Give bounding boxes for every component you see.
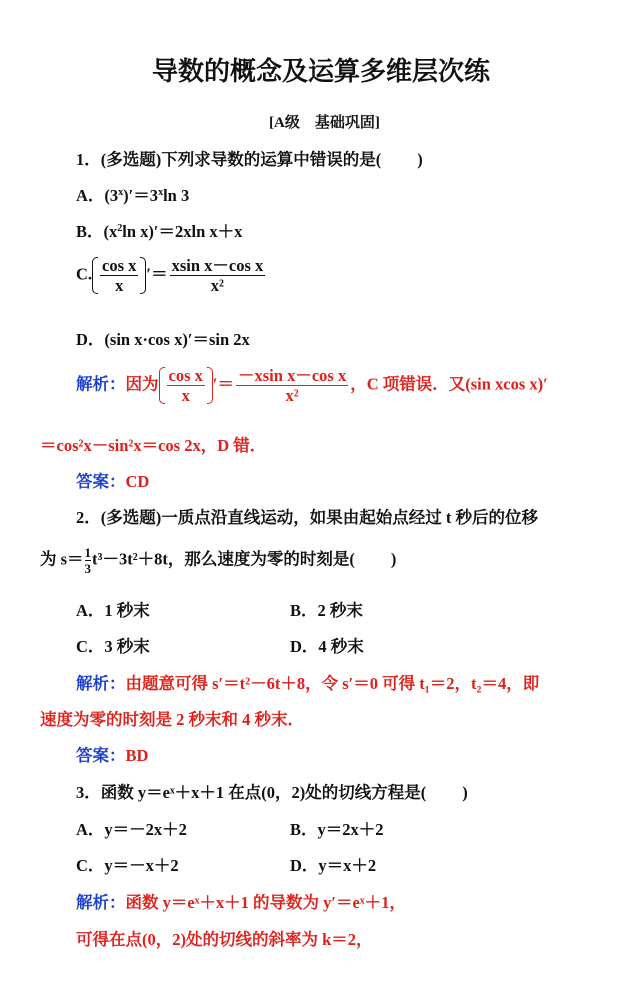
q3-stem-text: 3．函数 y＝eˣ＋x＋1 在点(0，2)处的切线方程是( — [76, 783, 427, 802]
q1-analysis-text2: ，C 项错误．又(sin xcos x)′ — [350, 374, 548, 394]
q2-option-d: D．4 秒末 — [290, 637, 364, 656]
q1-stem-text: 1．(多选题)下列求导数的运算中错误的是( — [76, 150, 382, 169]
q1-option-a-part1: A．(3 — [76, 186, 119, 205]
q2-stem-close: ) — [390, 549, 397, 569]
q1-analysis-numerator: cos x — [168, 366, 203, 385]
q2-stem-part2: t³－3t²＋8t，那么速度为零的时刻是( — [92, 549, 355, 569]
q1-option-a — [76, 186, 189, 206]
q1-stem-close: ) — [417, 150, 423, 169]
q2-answer-label: 答案： — [76, 746, 126, 765]
q2-stem-line2 — [40, 545, 396, 576]
q1-option-a-part2: )′＝3 — [123, 186, 159, 205]
q1-option-c-denominator: x — [115, 276, 124, 295]
q1-answer-label: 答案： — [76, 472, 126, 491]
q1-option-c-rhs-numerator: xsin x－cos x — [171, 256, 264, 275]
q2-option-c: C．3 秒末 — [76, 637, 150, 656]
q1-stem — [76, 150, 423, 170]
q1-analysis-label: 解析： — [76, 374, 126, 394]
q1-option-c — [76, 256, 267, 295]
q2-analysis-line2: 速度为零的时刻是 2 秒末和 4 秒末． — [40, 710, 304, 729]
q1-option-a-part3: ln 3 — [163, 186, 190, 205]
section-heading: [A级 基础巩固] — [269, 115, 380, 131]
q1-option-c-bracket — [92, 256, 146, 295]
q2-stem-line1: 2．(多选题)一质点沿直线运动，如果由起始点经过 t 秒后的位移 — [76, 508, 538, 527]
q1-analysis-denominator: x — [181, 386, 190, 405]
q3-option-a: A．y＝－2x＋2 — [76, 820, 187, 839]
q2-answer — [76, 746, 148, 766]
q3-analysis-label: 解析： — [76, 893, 126, 912]
q3-analysis-text1: 函数 y＝eˣ＋x＋1 的导数为 y′＝eˣ＋1， — [125, 893, 406, 912]
q1-analysis-bracket — [159, 366, 213, 405]
q1-option-a-sup: x — [118, 187, 124, 198]
q2-option-a: A．1 秒末 — [76, 601, 150, 620]
q3-analysis-line1 — [76, 893, 406, 913]
q1-analysis-rhs-numerator: －xsin x－cos x — [238, 366, 347, 385]
q1-option-b-sup: 2 — [117, 223, 123, 234]
q1-option-b-part2: ln x)′＝2xln x＋x — [122, 222, 243, 241]
q3-option-c: C．y＝－x＋2 — [76, 856, 179, 875]
q2-stem-part1: 为 s＝ — [40, 549, 84, 569]
q2-answer-value: BD — [125, 746, 149, 765]
q2-fraction-denominator: 3 — [84, 561, 92, 576]
q1-analysis — [76, 366, 548, 405]
q2-option-b: B．2 秒末 — [290, 601, 363, 620]
q1-analysis-eq: ′＝ — [212, 374, 235, 394]
q3-stem — [76, 783, 468, 803]
q3-option-b: B．y＝2x＋2 — [290, 820, 384, 839]
q2-fraction-numerator: 1 — [84, 545, 92, 560]
q2-analysis-label: 解析： — [76, 674, 126, 693]
q3-option-d: D．y＝x＋2 — [290, 856, 377, 875]
q3-analysis-line2: 可得在点(0，2)处的切线的斜率为 k＝2， — [76, 930, 373, 949]
q3-stem-close: ) — [462, 783, 468, 802]
page-title: 导数的概念及运算多维层次练 — [151, 57, 490, 87]
q1-option-b — [76, 222, 242, 242]
q1-option-c-eq: ′＝ — [146, 264, 168, 284]
q1-option-c-numerator: cos x — [102, 256, 137, 275]
q1-analysis-line2: ＝cos²x－sin²x＝cos 2x，D 错． — [40, 436, 267, 455]
q2-analysis-text1: 由题意可得 s′＝t²－6t＋8，令 s′＝0 可得 t₁＝2，t₂＝4，即 — [125, 674, 540, 693]
q1-analysis-text1: 因为 — [125, 374, 159, 394]
q1-answer — [76, 472, 149, 492]
q2-analysis-line1 — [76, 674, 539, 694]
q1-option-c-rhs-denominator: x² — [210, 276, 224, 295]
q1-analysis-rhs-denominator: x² — [285, 386, 299, 405]
q1-answer-value: CD — [125, 472, 150, 491]
q1-option-d: D．(sin x·cos x)′＝sin 2x — [76, 330, 250, 349]
q1-option-b-part1: B．(x — [76, 222, 118, 241]
q1-option-c-label: C. — [76, 264, 93, 284]
q1-option-a-sup2: x — [158, 187, 164, 198]
